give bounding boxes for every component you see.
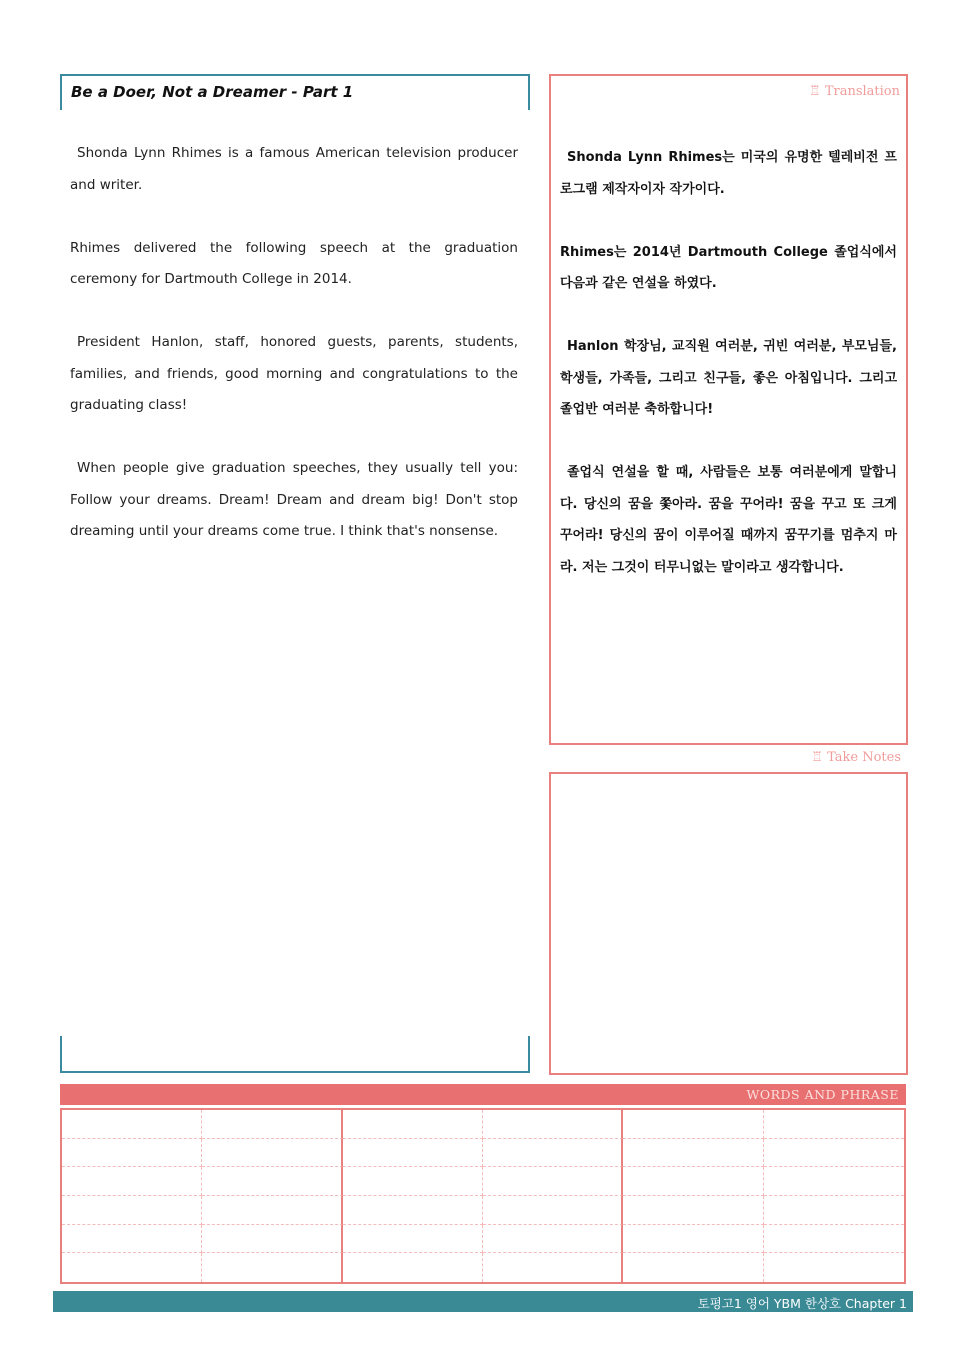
meaning-cell[interactable] [202,1196,342,1225]
word-cell[interactable] [623,1110,763,1139]
translation-body [560,142,897,615]
meaning-cell[interactable] [483,1167,623,1196]
words-title: WORDS AND PHRASE [746,1087,899,1102]
notes-label: ♖ Take Notes [811,750,901,765]
meaning-cell[interactable] [202,1139,342,1168]
meaning-cell[interactable] [202,1225,342,1254]
meaning-cell[interactable] [483,1139,623,1168]
meaning-cell[interactable] [202,1253,342,1282]
translation-label: ♖ Translation [809,84,900,99]
meaning-cell[interactable] [764,1253,904,1282]
translation-paragraph: Rhimes는 2014년 Dartmouth College 졸업식에서 다음과 같은 연설을 하였다. [560,244,897,291]
footer-bar [53,1291,913,1312]
word-cell[interactable] [62,1167,202,1196]
word-cell[interactable] [623,1253,763,1282]
meaning-cell[interactable] [202,1110,342,1139]
word-cell[interactable] [343,1225,483,1254]
passage-paragraph: President Hanlon, staff, honored guests, parents, students, families, and friends, good morning and congratulations to the graduating class! [70,334,518,413]
word-cell[interactable] [343,1196,483,1225]
meaning-cell[interactable] [202,1167,342,1196]
footer-text: 토평고1 영어 YBM 한상호 Chapter 1 [697,1296,907,1311]
word-cell[interactable] [62,1196,202,1225]
passage-paragraph: Rhimes delivered the following speech at the graduation ceremony for Dartmouth College in 2014. [70,239,518,287]
notes-box[interactable] [549,772,908,1075]
word-cell[interactable] [343,1110,483,1139]
word-cell[interactable] [623,1225,763,1254]
passage-paragraph: When people give graduation speeches, they usually tell you: Follow your dreams. Dream! Dream and dream big! Don't stop dreaming until your dreams come true. I think that's nonsense. [70,460,518,539]
meaning-cell[interactable] [483,1225,623,1254]
lesson-title: Be a Doer, Not a Dreamer - Part 1 [71,83,354,101]
meaning-cell[interactable] [764,1167,904,1196]
translation-box [549,74,908,745]
translation-paragraph: Shonda Lynn Rhimes는 미국의 유명한 텔레비전 프로그램 제작자이자 작가이다. [560,150,897,197]
word-cell[interactable] [62,1225,202,1254]
title-box [60,74,530,110]
meaning-cell[interactable] [483,1196,623,1225]
word-cell[interactable] [623,1139,763,1168]
words-grid [60,1108,906,1284]
word-cell[interactable] [62,1110,202,1139]
word-cell[interactable] [62,1139,202,1168]
meaning-cell[interactable] [764,1225,904,1254]
word-cell[interactable] [343,1167,483,1196]
word-cell[interactable] [623,1167,763,1196]
passage-paragraph: Shonda Lynn Rhimes is a famous American television producer and writer. [70,145,518,193]
meaning-cell[interactable] [764,1196,904,1225]
word-cell[interactable] [623,1196,763,1225]
meaning-cell[interactable] [764,1139,904,1168]
meaning-cell[interactable] [483,1253,623,1282]
passage-body [70,138,518,579]
meaning-cell[interactable] [483,1110,623,1139]
word-cell[interactable] [343,1139,483,1168]
words-header-bar [60,1084,906,1105]
word-cell[interactable] [343,1253,483,1282]
translation-paragraph: 졸업식 연설을 할 때, 사람들은 보통 여러분에게 말합니다. 당신의 꿈을 쫓아라. 꿈을 꾸어라! 꿈을 꾸고 또 크게 꾸어라! 당신의 꿈이 이루어질 때까지 꿈꾸기를 멈추지 마라. 저는 그것이 터무니없는 말이라고 생각합니다. [560,465,897,575]
word-cell[interactable] [62,1253,202,1282]
meaning-cell[interactable] [764,1110,904,1139]
passage-bottom-bracket [60,1036,530,1073]
translation-paragraph: Hanlon 학장님, 교직원 여러분, 귀빈 여러분, 부모님들, 학생들, 가족들, 그리고 친구들, 좋은 아침입니다. 그리고 졸업반 여러분 축하합니다! [560,339,897,417]
